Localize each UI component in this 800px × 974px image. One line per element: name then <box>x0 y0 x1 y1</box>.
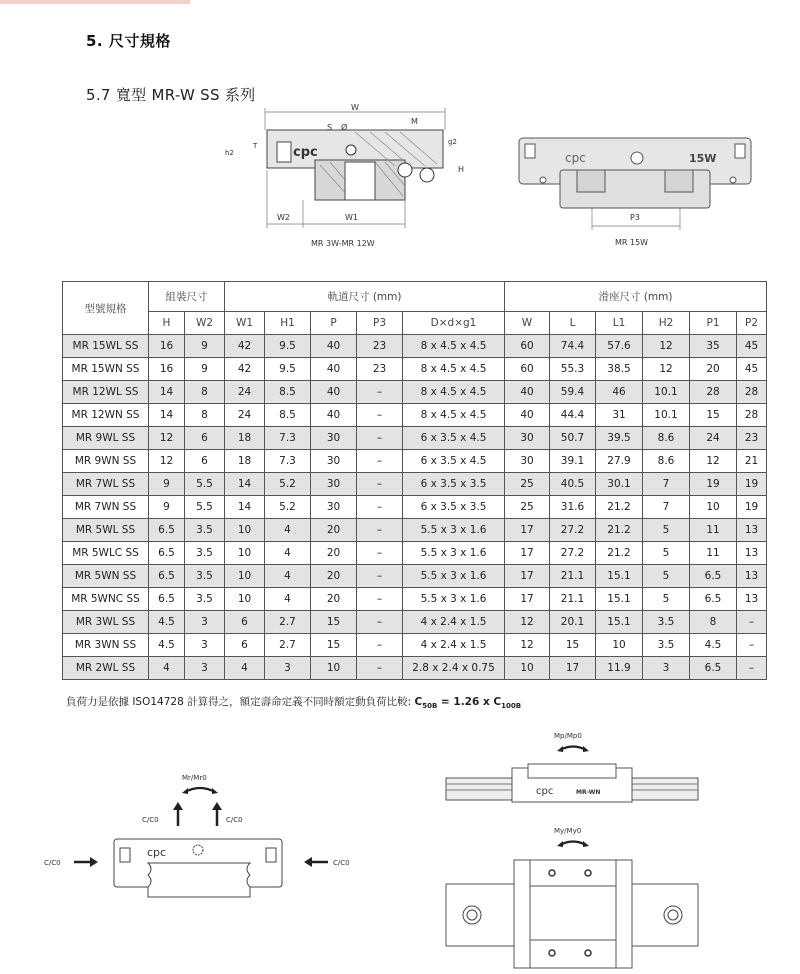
value-cell: 25 <box>505 473 550 496</box>
value-cell: 21.2 <box>596 519 643 542</box>
svg-text:cpc: cpc <box>536 786 554 797</box>
value-cell: 31.6 <box>550 496 596 519</box>
svg-text:C/C0: C/C0 <box>226 816 243 824</box>
svg-text:Ø: Ø <box>341 123 348 132</box>
value-cell: 2.8 x 2.4 x 0.75 <box>403 657 505 680</box>
value-cell: – <box>357 473 403 496</box>
value-cell: – <box>357 542 403 565</box>
value-cell: – <box>357 496 403 519</box>
svg-text:Mp/Mp0: Mp/Mp0 <box>554 732 582 740</box>
model-cell: MR 12WN SS <box>63 404 149 427</box>
value-cell: 6 <box>225 611 265 634</box>
svg-text:15W: 15W <box>689 152 717 165</box>
value-cell: 23 <box>357 358 403 381</box>
table-row <box>63 427 767 450</box>
value-cell: – <box>357 519 403 542</box>
svg-text:h2: h2 <box>225 149 234 157</box>
model-cell: MR 5WLC SS <box>63 542 149 565</box>
value-cell: 10 <box>225 542 265 565</box>
model-cell: MR 15WL SS <box>63 335 149 358</box>
value-cell: 10 <box>596 634 643 657</box>
value-cell: 12 <box>149 427 185 450</box>
model-cell: MR 7WN SS <box>63 496 149 519</box>
value-cell: 23 <box>737 427 767 450</box>
model-cell: MR 3WN SS <box>63 634 149 657</box>
value-cell: 8 <box>185 404 225 427</box>
value-cell: 10 <box>311 657 357 680</box>
value-cell: 11 <box>690 519 737 542</box>
table-row <box>63 496 767 519</box>
value-cell: 12 <box>690 450 737 473</box>
model-cell: MR 9WN SS <box>63 450 149 473</box>
value-cell: 3.5 <box>643 611 690 634</box>
value-cell: 55.3 <box>550 358 596 381</box>
value-cell: 9 <box>185 358 225 381</box>
value-cell: 23 <box>357 335 403 358</box>
value-cell: 19 <box>737 496 767 519</box>
value-cell: 10 <box>690 496 737 519</box>
value-cell: 59.4 <box>550 381 596 404</box>
value-cell: 30 <box>311 450 357 473</box>
section-title: 5. 尺寸規格 <box>86 32 171 50</box>
table-row <box>63 358 767 381</box>
svg-text:Mr/Mr0: Mr/Mr0 <box>182 774 207 782</box>
value-cell: 8.5 <box>265 404 311 427</box>
diagram-caption-right: MR 15W <box>615 238 649 247</box>
subsection-name: 寬型 MR-W SS 系列 <box>115 86 256 104</box>
value-cell: 15 <box>690 404 737 427</box>
value-cell: – <box>737 634 767 657</box>
value-cell: 17 <box>505 565 550 588</box>
value-cell: 9 <box>185 335 225 358</box>
svg-text:cpc: cpc <box>147 846 167 859</box>
value-cell: – <box>357 381 403 404</box>
value-cell: 6 x 3.5 x 3.5 <box>403 496 505 519</box>
value-cell: 15.1 <box>596 611 643 634</box>
value-cell: 42 <box>225 358 265 381</box>
value-cell: 10 <box>225 519 265 542</box>
value-cell: 4.5 <box>149 634 185 657</box>
value-cell: 3 <box>185 611 225 634</box>
value-cell: 5.5 <box>185 496 225 519</box>
value-cell: 9 <box>149 473 185 496</box>
value-cell: 6.5 <box>690 588 737 611</box>
value-cell: – <box>357 404 403 427</box>
value-cell: 60 <box>505 335 550 358</box>
value-cell: 18 <box>225 450 265 473</box>
cross-section-diagram-mr3w-12w <box>215 100 465 250</box>
svg-text:cpc: cpc <box>565 151 586 165</box>
value-cell: 11 <box>690 542 737 565</box>
value-cell: 39.5 <box>596 427 643 450</box>
value-cell: 30 <box>311 427 357 450</box>
table-row <box>63 542 767 565</box>
value-cell: 8 x 4.5 x 4.5 <box>403 381 505 404</box>
value-cell: 6 <box>185 450 225 473</box>
value-cell: 10.1 <box>643 381 690 404</box>
table-row <box>63 450 767 473</box>
value-cell: 13 <box>737 519 767 542</box>
value-cell: 12 <box>643 335 690 358</box>
value-cell: 5 <box>643 588 690 611</box>
value-cell: 30 <box>311 473 357 496</box>
value-cell: 6.5 <box>690 657 737 680</box>
value-cell: 20 <box>690 358 737 381</box>
value-cell: – <box>357 588 403 611</box>
value-cell: 5 <box>643 542 690 565</box>
value-cell: 2.7 <box>265 611 311 634</box>
value-cell: 8 <box>690 611 737 634</box>
value-cell: 31 <box>596 404 643 427</box>
value-cell: 19 <box>690 473 737 496</box>
value-cell: 40 <box>311 381 357 404</box>
value-cell: 3 <box>185 657 225 680</box>
value-cell: – <box>357 611 403 634</box>
column-header-row: H W2 W1 H1 P P3 D×d×g1 W L L1 H2 P1 P2 <box>63 312 767 335</box>
value-cell: 42 <box>225 335 265 358</box>
value-cell: 3.5 <box>185 542 225 565</box>
value-cell: 5.5 x 3 x 1.6 <box>403 588 505 611</box>
value-cell: 5 <box>643 519 690 542</box>
value-cell: 21.2 <box>596 496 643 519</box>
value-cell: 5.2 <box>265 473 311 496</box>
value-cell: 6 <box>225 634 265 657</box>
table-row <box>63 611 767 634</box>
svg-text:M: M <box>411 117 418 126</box>
value-cell: 15 <box>550 634 596 657</box>
table-row <box>63 657 767 680</box>
brand-logo: cpc <box>293 145 318 160</box>
value-cell: 24 <box>225 381 265 404</box>
value-cell: 6 x 3.5 x 4.5 <box>403 427 505 450</box>
value-cell: 6.5 <box>149 542 185 565</box>
model-cell: MR 12WL SS <box>63 381 149 404</box>
model-cell: MR 5WN SS <box>63 565 149 588</box>
svg-text:C/C0: C/C0 <box>44 859 61 867</box>
value-cell: 4 <box>149 657 185 680</box>
value-cell: 27.9 <box>596 450 643 473</box>
value-cell: 4 x 2.4 x 1.5 <box>403 611 505 634</box>
value-cell: 6.5 <box>149 565 185 588</box>
value-cell: 21 <box>737 450 767 473</box>
value-cell: – <box>737 657 767 680</box>
value-cell: 40 <box>311 358 357 381</box>
value-cell: – <box>357 634 403 657</box>
value-cell: 3.5 <box>185 565 225 588</box>
value-cell: 74.4 <box>550 335 596 358</box>
value-cell: 50.7 <box>550 427 596 450</box>
value-cell: 7 <box>643 473 690 496</box>
header-assembly: 組裝尺寸 <box>149 282 225 312</box>
value-cell: 10 <box>505 657 550 680</box>
value-cell: 28 <box>690 381 737 404</box>
value-cell: – <box>737 611 767 634</box>
value-cell: 5.5 <box>185 473 225 496</box>
svg-text:P3: P3 <box>630 213 640 222</box>
svg-text:g2: g2 <box>448 138 457 146</box>
svg-text:C/C0: C/C0 <box>333 859 350 867</box>
svg-text:H: H <box>458 165 465 174</box>
subsection-number: 5.7 <box>86 86 111 104</box>
table-row <box>63 404 767 427</box>
value-cell: 16 <box>149 335 185 358</box>
value-cell: 27.2 <box>550 542 596 565</box>
value-cell: 9 <box>149 496 185 519</box>
table-row <box>63 565 767 588</box>
top-accent-bar <box>0 0 190 4</box>
model-cell: MR 5WL SS <box>63 519 149 542</box>
value-cell: 10 <box>225 588 265 611</box>
value-cell: 4 <box>265 542 311 565</box>
value-cell: 13 <box>737 588 767 611</box>
value-cell: 8 x 4.5 x 4.5 <box>403 404 505 427</box>
value-cell: 3 <box>185 634 225 657</box>
value-cell: 5.5 x 3 x 1.6 <box>403 542 505 565</box>
svg-text:S: S <box>327 123 333 132</box>
value-cell: 17 <box>550 657 596 680</box>
value-cell: 21.2 <box>596 542 643 565</box>
front-view-diagram-mr15w <box>505 120 775 250</box>
value-cell: 60 <box>505 358 550 381</box>
value-cell: 39.1 <box>550 450 596 473</box>
value-cell: 8.5 <box>265 381 311 404</box>
value-cell: 5 <box>643 565 690 588</box>
value-cell: 35 <box>690 335 737 358</box>
value-cell: 14 <box>149 381 185 404</box>
table-row <box>63 634 767 657</box>
value-cell: 3 <box>265 657 311 680</box>
value-cell: 40 <box>505 404 550 427</box>
value-cell: 30 <box>505 450 550 473</box>
value-cell: 3 <box>643 657 690 680</box>
value-cell: 40 <box>311 335 357 358</box>
value-cell: 15 <box>311 611 357 634</box>
value-cell: 25 <box>505 496 550 519</box>
value-cell: 9.5 <box>265 358 311 381</box>
value-cell: 4 <box>265 588 311 611</box>
value-cell: 6.5 <box>149 588 185 611</box>
svg-text:W1: W1 <box>345 213 358 222</box>
value-cell: 14 <box>225 496 265 519</box>
value-cell: – <box>357 427 403 450</box>
value-cell: 3.5 <box>185 519 225 542</box>
value-cell: 11.9 <box>596 657 643 680</box>
value-cell: 6 x 3.5 x 4.5 <box>403 450 505 473</box>
front-load-diagram <box>30 760 410 910</box>
value-cell: 20.1 <box>550 611 596 634</box>
value-cell: 15.1 <box>596 588 643 611</box>
value-cell: 12 <box>643 358 690 381</box>
value-cell: 40.5 <box>550 473 596 496</box>
label-W: W <box>351 103 359 112</box>
value-cell: 10 <box>225 565 265 588</box>
value-cell: 21.1 <box>550 588 596 611</box>
header-model: 型號規格 <box>63 282 149 335</box>
spec-table <box>62 281 767 680</box>
value-cell: 20 <box>311 519 357 542</box>
value-cell: 4.5 <box>690 634 737 657</box>
value-cell: 18 <box>225 427 265 450</box>
value-cell: 7.3 <box>265 450 311 473</box>
model-cell: MR 7WL SS <box>63 473 149 496</box>
value-cell: 4 <box>225 657 265 680</box>
table-row <box>63 335 767 358</box>
table-row <box>63 588 767 611</box>
value-cell: 24 <box>225 404 265 427</box>
value-cell: 8.6 <box>643 427 690 450</box>
value-cell: 12 <box>505 611 550 634</box>
value-cell: 17 <box>505 588 550 611</box>
value-cell: 8 x 4.5 x 4.5 <box>403 335 505 358</box>
value-cell: 6.5 <box>690 565 737 588</box>
value-cell: 24 <box>690 427 737 450</box>
value-cell: 15.1 <box>596 565 643 588</box>
value-cell: 9.5 <box>265 335 311 358</box>
value-cell: 6 <box>185 427 225 450</box>
value-cell: 46 <box>596 381 643 404</box>
diagram-caption-left: MR 3W-MR 12W <box>311 239 375 248</box>
table-row <box>63 519 767 542</box>
value-cell: 3.5 <box>643 634 690 657</box>
load-rating-note: 負荷力是依據 ISO14728 計算得之，額定壽命定義不同時額定動負荷比較: $C_{50B} = 1.26$ x $C_{100B}$ <box>66 696 522 711</box>
value-cell: 28 <box>737 381 767 404</box>
value-cell: 13 <box>737 565 767 588</box>
header-rail: 軌道尺寸 (mm) <box>225 282 505 312</box>
value-cell: 20 <box>311 588 357 611</box>
value-cell: 15 <box>311 634 357 657</box>
svg-text:MR-WN: MR-WN <box>576 789 601 796</box>
value-cell: 28 <box>737 404 767 427</box>
model-cell: MR 2WL SS <box>63 657 149 680</box>
value-cell: 12 <box>149 450 185 473</box>
value-cell: 2.7 <box>265 634 311 657</box>
value-cell: 44.4 <box>550 404 596 427</box>
table-row <box>63 381 767 404</box>
value-cell: 14 <box>149 404 185 427</box>
value-cell: 14 <box>225 473 265 496</box>
header-block: 滑座尺寸 (mm) <box>505 282 767 312</box>
value-cell: 45 <box>737 335 767 358</box>
value-cell: – <box>357 657 403 680</box>
value-cell: 12 <box>505 634 550 657</box>
value-cell: 8.6 <box>643 450 690 473</box>
value-cell: 4 x 2.4 x 1.5 <box>403 634 505 657</box>
svg-text:C/C0: C/C0 <box>142 816 159 824</box>
value-cell: 20 <box>311 542 357 565</box>
value-cell: 4.5 <box>149 611 185 634</box>
model-cell: MR 3WL SS <box>63 611 149 634</box>
svg-text:My/My0: My/My0 <box>554 827 582 835</box>
value-cell: 5.5 x 3 x 1.6 <box>403 519 505 542</box>
svg-text:T: T <box>253 142 258 150</box>
value-cell: 13 <box>737 542 767 565</box>
value-cell: – <box>357 450 403 473</box>
side-top-load-diagram <box>440 728 730 974</box>
value-cell: 8 x 4.5 x 4.5 <box>403 358 505 381</box>
value-cell: 4 <box>265 565 311 588</box>
value-cell: 10.1 <box>643 404 690 427</box>
value-cell: 5.5 x 3 x 1.6 <box>403 565 505 588</box>
value-cell: 40 <box>505 381 550 404</box>
value-cell: 40 <box>311 404 357 427</box>
value-cell: 16 <box>149 358 185 381</box>
value-cell: 20 <box>311 565 357 588</box>
value-cell: 21.1 <box>550 565 596 588</box>
value-cell: 38.5 <box>596 358 643 381</box>
value-cell: 30 <box>311 496 357 519</box>
value-cell: 5.2 <box>265 496 311 519</box>
model-cell: MR 5WNC SS <box>63 588 149 611</box>
value-cell: 7 <box>643 496 690 519</box>
value-cell: 17 <box>505 519 550 542</box>
table-row <box>63 473 767 496</box>
value-cell: 45 <box>737 358 767 381</box>
value-cell: 17 <box>505 542 550 565</box>
value-cell: 3.5 <box>185 588 225 611</box>
value-cell: 27.2 <box>550 519 596 542</box>
value-cell: 7.3 <box>265 427 311 450</box>
value-cell: 8 <box>185 381 225 404</box>
value-cell: – <box>357 565 403 588</box>
value-cell: 6.5 <box>149 519 185 542</box>
value-cell: 30.1 <box>596 473 643 496</box>
value-cell: 57.6 <box>596 335 643 358</box>
value-cell: 4 <box>265 519 311 542</box>
value-cell: 30 <box>505 427 550 450</box>
svg-text:W2: W2 <box>277 213 290 222</box>
model-cell: MR 15WN SS <box>63 358 149 381</box>
value-cell: 6 x 3.5 x 3.5 <box>403 473 505 496</box>
model-cell: MR 9WL SS <box>63 427 149 450</box>
value-cell: 19 <box>737 473 767 496</box>
